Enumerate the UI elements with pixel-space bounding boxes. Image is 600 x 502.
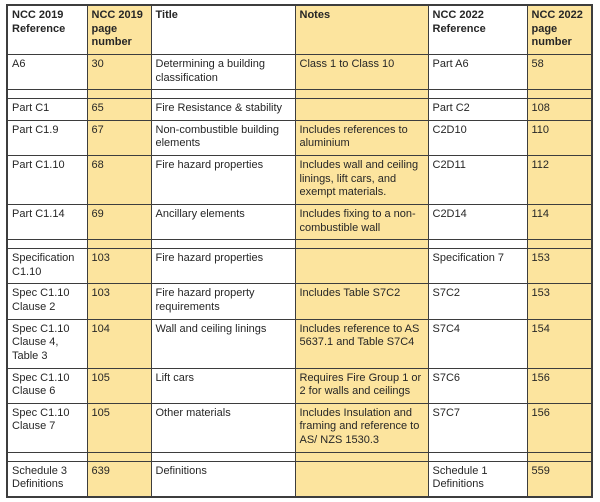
spacer-cell (7, 90, 87, 99)
cell-ncc2019-page-number: 104 (87, 319, 151, 368)
ncc-comparison-table (6, 4, 593, 498)
cell-ncc2019-reference: Spec C1.10 Clause 4, Table 3 (7, 319, 87, 368)
cell-ncc2022-reference: S7C2 (428, 284, 527, 319)
cell-notes: Includes Insulation and framing and reference to AS/ NZS 1530.3 (295, 403, 428, 452)
cell-notes: Includes fixing to a non-combustible wall (295, 204, 428, 239)
table-body (7, 54, 592, 497)
table-row (7, 156, 592, 205)
cell-ncc2019-reference: Spec C1.10 Clause 2 (7, 284, 87, 319)
spacer-cell (295, 240, 428, 249)
cell-ncc2022-page-number: 112 (527, 156, 592, 205)
cell-title: Fire Resistance & stability (151, 99, 295, 121)
header-cell-title: Title (151, 5, 295, 54)
cell-title: Non-combustible building elements (151, 120, 295, 155)
table-row (7, 368, 592, 403)
cell-ncc2019-reference: A6 (7, 54, 87, 89)
cell-ncc2019-page-number: 105 (87, 368, 151, 403)
spacer-cell (527, 452, 592, 461)
cell-ncc2022-reference: C2D14 (428, 204, 527, 239)
spacer-cell (295, 90, 428, 99)
cell-ncc2019-page-number: 105 (87, 403, 151, 452)
cell-ncc2019-reference: Part C1.14 (7, 204, 87, 239)
spacer-cell (151, 90, 295, 99)
spacer-cell (151, 452, 295, 461)
table-row (7, 403, 592, 452)
cell-notes (295, 99, 428, 121)
cell-title: Fire hazard property requirements (151, 284, 295, 319)
cell-notes: Includes reference to AS 5637.1 and Table S7C4 (295, 319, 428, 368)
table-row (7, 120, 592, 155)
spacer-cell (87, 90, 151, 99)
cell-notes: Includes Table S7C2 (295, 284, 428, 319)
cell-title: Definitions (151, 461, 295, 497)
cell-title: Ancillary elements (151, 204, 295, 239)
table-row (7, 284, 592, 319)
table-row (7, 249, 592, 284)
cell-ncc2019-reference: Specification C1.10 (7, 249, 87, 284)
cell-notes: Includes wall and ceiling linings, lift cars, and exempt materials. (295, 156, 428, 205)
spacer-row (7, 90, 592, 99)
spacer-cell (527, 240, 592, 249)
table-row (7, 99, 592, 121)
cell-ncc2019-reference: Spec C1.10 Clause 6 (7, 368, 87, 403)
spacer-cell (87, 240, 151, 249)
cell-ncc2019-page-number: 103 (87, 284, 151, 319)
cell-ncc2022-reference: C2D11 (428, 156, 527, 205)
header-cell-ncc2019-reference: NCC 2019 Reference (7, 5, 87, 54)
cell-ncc2022-page-number: 153 (527, 284, 592, 319)
header-cell-ncc2022-page-number: NCC 2022 page number (527, 5, 592, 54)
cell-notes (295, 249, 428, 284)
cell-ncc2019-reference: Spec C1.10 Clause 7 (7, 403, 87, 452)
cell-ncc2019-page-number: 65 (87, 99, 151, 121)
cell-ncc2019-reference: Schedule 3 Definitions (7, 461, 87, 497)
cell-ncc2019-page-number: 103 (87, 249, 151, 284)
spacer-cell (151, 240, 295, 249)
cell-notes (295, 461, 428, 497)
cell-ncc2022-reference: Part C2 (428, 99, 527, 121)
cell-ncc2022-page-number: 108 (527, 99, 592, 121)
spacer-row (7, 452, 592, 461)
cell-title: Lift cars (151, 368, 295, 403)
table-row (7, 461, 592, 497)
cell-notes: Class 1 to Class 10 (295, 54, 428, 89)
cell-ncc2022-reference: S7C7 (428, 403, 527, 452)
cell-title: Fire hazard properties (151, 156, 295, 205)
cell-title: Other materials (151, 403, 295, 452)
cell-ncc2019-reference: Part C1 (7, 99, 87, 121)
cell-ncc2022-reference: Part A6 (428, 54, 527, 89)
spacer-cell (428, 452, 527, 461)
spacer-cell (428, 90, 527, 99)
cell-ncc2019-page-number: 30 (87, 54, 151, 89)
spacer-row (7, 240, 592, 249)
cell-ncc2022-page-number: 156 (527, 368, 592, 403)
cell-ncc2022-page-number: 559 (527, 461, 592, 497)
cell-ncc2022-reference: C2D10 (428, 120, 527, 155)
cell-ncc2019-page-number: 68 (87, 156, 151, 205)
cell-ncc2022-reference: Schedule 1 Definitions (428, 461, 527, 497)
spacer-cell (428, 240, 527, 249)
cell-ncc2022-page-number: 156 (527, 403, 592, 452)
cell-ncc2019-page-number: 639 (87, 461, 151, 497)
cell-ncc2022-page-number: 110 (527, 120, 592, 155)
cell-ncc2022-page-number: 114 (527, 204, 592, 239)
cell-ncc2022-page-number: 153 (527, 249, 592, 284)
spacer-cell (7, 452, 87, 461)
cell-ncc2022-reference: Specification 7 (428, 249, 527, 284)
cell-ncc2022-page-number: 58 (527, 54, 592, 89)
table-header-row (7, 5, 592, 54)
spacer-cell (87, 452, 151, 461)
cell-ncc2019-page-number: 69 (87, 204, 151, 239)
spacer-cell (7, 240, 87, 249)
spacer-cell (295, 452, 428, 461)
cell-notes: Includes references to aluminium (295, 120, 428, 155)
cell-ncc2022-reference: S7C6 (428, 368, 527, 403)
cell-notes: Requires Fire Group 1 or 2 for walls and ceilings (295, 368, 428, 403)
cell-ncc2022-reference: S7C4 (428, 319, 527, 368)
table-row (7, 204, 592, 239)
table-row (7, 54, 592, 89)
cell-ncc2019-reference: Part C1.9 (7, 120, 87, 155)
cell-ncc2019-page-number: 67 (87, 120, 151, 155)
cell-title: Fire hazard properties (151, 249, 295, 284)
cell-ncc2019-reference: Part C1.10 (7, 156, 87, 205)
header-cell-notes: Notes (295, 5, 428, 54)
header-cell-ncc2022-reference: NCC 2022 Reference (428, 5, 527, 54)
cell-title: Wall and ceiling linings (151, 319, 295, 368)
cell-ncc2022-page-number: 154 (527, 319, 592, 368)
spacer-cell (527, 90, 592, 99)
cell-title: Determining a building classification (151, 54, 295, 89)
header-cell-ncc2019-page-number: NCC 2019 page number (87, 5, 151, 54)
table-row (7, 319, 592, 368)
